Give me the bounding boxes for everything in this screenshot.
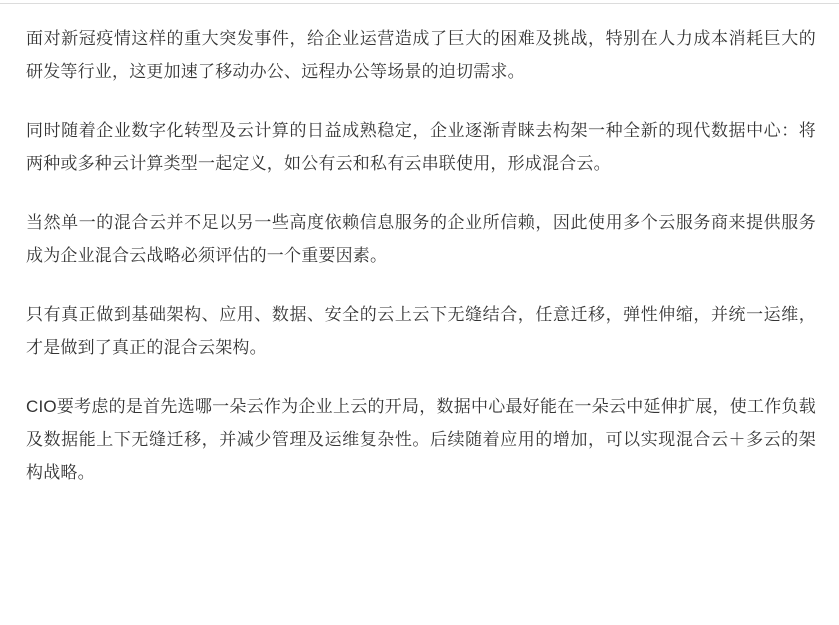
top-divider bbox=[0, 0, 839, 4]
paragraph-2: 同时随着企业数字化转型及云计算的日益成熟稳定，企业逐渐青睐去构架一种全新的现代数据中心：将两种或多种云计算类型一起定义，如公有云和私有云串联使用，形成混合云。 bbox=[26, 121, 816, 173]
paragraph-1: 面对新冠疫情这样的重大突发事件，给企业运营造成了巨大的困难及挑战，特别在人力成本消耗巨大的研发等行业，这更加速了移动办公、远程办公等场景的迫切需求。 bbox=[26, 29, 816, 81]
article-body bbox=[26, 22, 816, 489]
paragraph-5: CIO要考虑的是首先选哪一朵云作为企业上云的开局，数据中心最好能在一朵云中延伸扩展，使工作负载及数据能上下无缝迁移，并减少管理及运维复杂性。后续随着应用的增加，可以实现混合云＋多云的架构战略。 bbox=[26, 397, 816, 482]
paragraph-4: 只有真正做到基础架构、应用、数据、安全的云上云下无缝结合，任意迁移，弹性伸缩，并统一运维，才是做到了真正的混合云架构。 bbox=[26, 305, 816, 357]
paragraph-3: 当然单一的混合云并不足以另一些高度依赖信息服务的企业所信赖，因此使用多个云服务商来提供服务成为企业混合云战略必须评估的一个重要因素。 bbox=[26, 213, 816, 265]
